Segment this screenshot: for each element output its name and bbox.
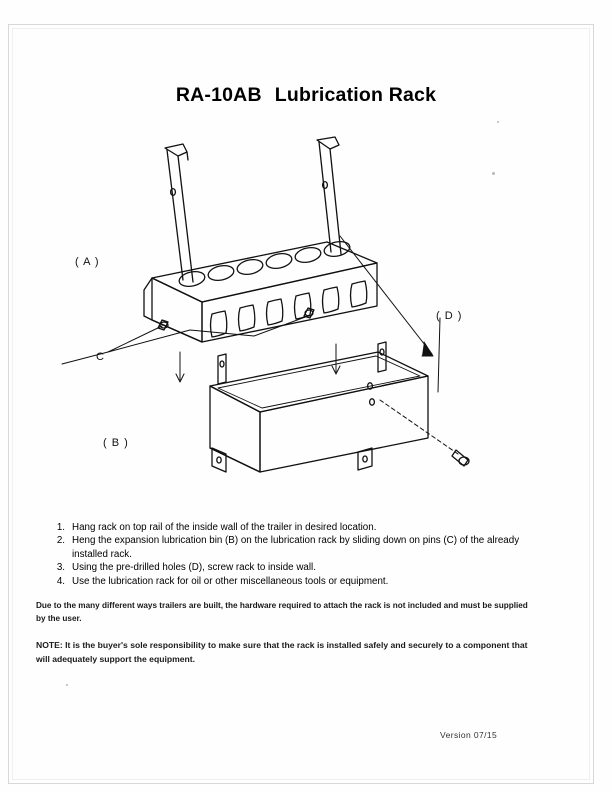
liability-note: NOTE: It is the buyer's sole responsibility to make sure that the rack is installed safely and securely to a component that will adequately support the equipment. [36,640,528,664]
page-title [0,84,612,107]
callout-label-c: C [96,351,104,363]
scan-speck [66,684,68,686]
list-item [52,534,552,561]
page-title-name: Lubrication Rack [274,84,437,106]
step-number: 1. [56,522,65,533]
step-text: Heng the expansion lubrication bin (B) on the lubrication rack by sliding down on pins (C) of the already installed rack. [72,535,520,560]
callout-label-a: ( A ) [75,256,100,268]
instruction-list [52,521,552,588]
step-number: 4. [56,575,65,587]
step-number: 2. [56,535,65,547]
step-text: Hang rack on top rail of the inside wall of the trailer in desired location. [72,522,377,533]
step-text: Using the pre-drilled holes (D), screw rack to inside wall. [72,562,316,574]
list-item [52,521,552,534]
callout-label-b: ( B ) [103,437,129,449]
list-item [52,561,552,574]
step-text: Use the lubrication rack for oil or other miscellaneous tools or equipment. [72,575,389,587]
step-number: 3. [56,562,65,574]
page-title-model: RA-10AB [175,84,262,106]
rack-diagram-svg [40,130,570,510]
rack-diagram [40,130,570,510]
scan-speck [497,121,499,123]
version-stamp: Version 07/15 [440,730,498,740]
callout-label-d: ( D ) [436,310,463,322]
list-item [52,575,552,588]
hardware-note: Due to the many different ways trailers are built, the hardware required to attach the rack is not included and must be supplied by the user. [36,601,528,623]
